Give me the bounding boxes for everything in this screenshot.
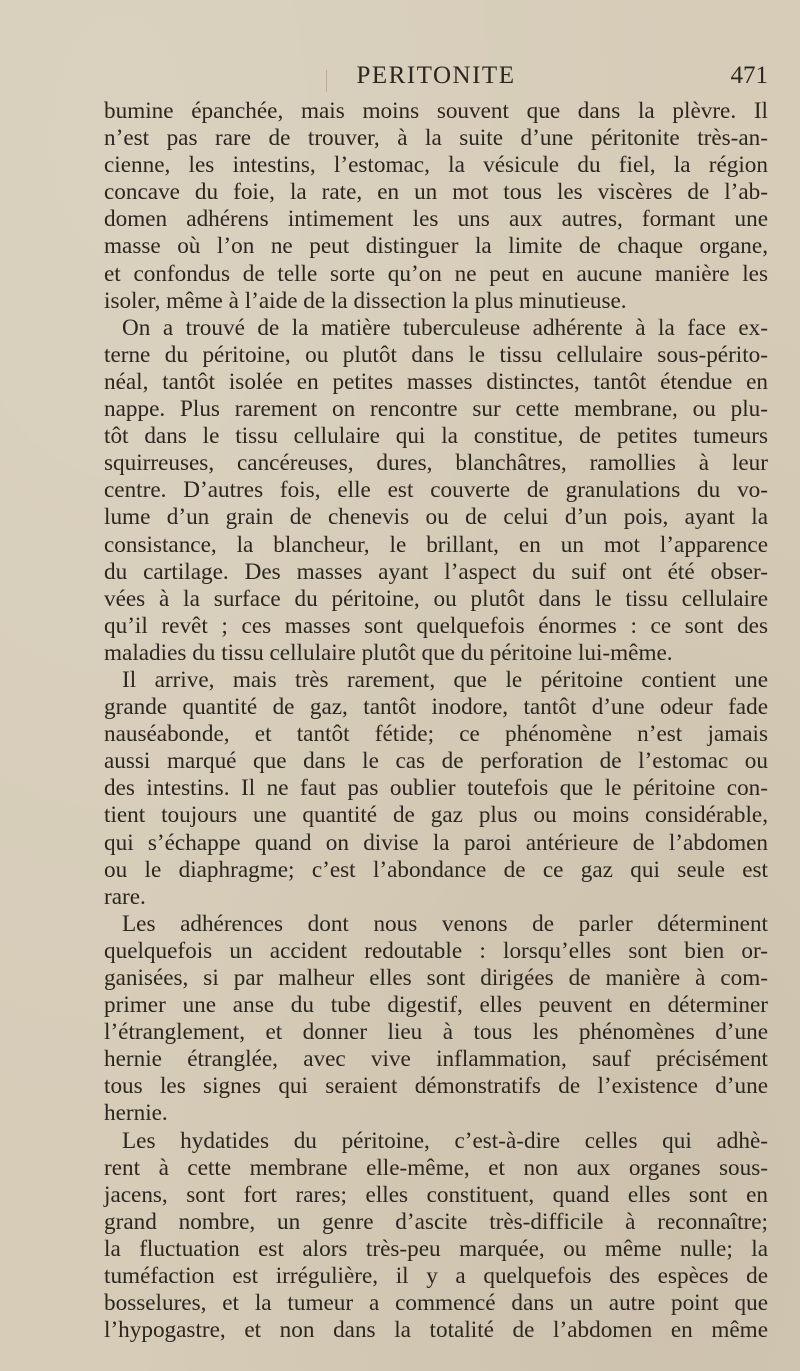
paragraph bbox=[104, 911, 768, 1128]
text-line: bosselures, et la tumeur a commencé dans un autre point que bbox=[104, 1290, 768, 1317]
text-line: tôt dans le tissu cellulaire qui la constitue, de petites tumeurs bbox=[104, 423, 768, 450]
text-line: ganisées, si par malheur elles sont dirigées de manière à com- bbox=[104, 965, 768, 991]
text-line: rent à cette membrane elle-même, et non aux organes sous- bbox=[104, 1154, 768, 1181]
text-line: consistance, la blancheur, le brillant, en un mot l’apparence bbox=[104, 531, 768, 558]
text-line: grande quantité de gaz, tantôt inodore, tantôt d’une odeur fade bbox=[104, 694, 768, 721]
text-line: hernie étranglée, avec vive inflammation, sauf précisément bbox=[104, 1046, 768, 1073]
text-line: qu’il revêt ; ces masses sont quelquefois énormes : ce sont des bbox=[104, 612, 768, 639]
text-line: des intestins. Il ne faut pas oublier toutefois que le péritoine con- bbox=[104, 775, 768, 802]
text-line: centre. D’autres fois, elle est couverte de granulations du vo- bbox=[104, 477, 768, 504]
text-line: n’est pas rare de trouver, à la suite d’une péritonite très-an- bbox=[104, 125, 768, 152]
text-line: du cartilage. Des masses ayant l’aspect du suif ont été obser- bbox=[104, 558, 768, 585]
text-line: rare. bbox=[104, 883, 146, 910]
text-line: concave du foie, la rate, en un mot tous les viscères de l’ab- bbox=[104, 179, 768, 206]
text-line: grand nombre, un genre d’ascite très-difficile à reconnaître; bbox=[104, 1208, 768, 1235]
text-line: bumine épanchée, mais moins souvent que dans la plèvre. Il bbox=[104, 98, 768, 124]
text-line: et confondus de telle sorte qu’on ne peut en aucune manière les bbox=[104, 260, 768, 287]
text-line: qui s’échappe quand on divise la paroi antérieure de l’abdomen bbox=[104, 829, 768, 856]
text-line: l’étranglement, et donner lieu à tous les phénomènes d’une bbox=[104, 1019, 768, 1046]
text-line: nauséabonde, et tantôt fétide; ce phénomène n’est jamais bbox=[104, 721, 768, 748]
text-line: squirreuses, cancéreuses, dures, blanchâtres, ramollies à leur bbox=[104, 450, 768, 477]
text-line: la fluctuation est alors très-peu marquée, ou même nulle; la bbox=[104, 1235, 768, 1262]
text-line: néal, tantôt isolée en petites masses distinctes, tantôt étendue en bbox=[104, 368, 768, 395]
text-line: masse où l’on ne peut distinguer la limite de chaque organe, bbox=[104, 233, 768, 260]
text-line: tuméfaction est irrégulière, il y a quelquefois des espèces de bbox=[104, 1263, 768, 1290]
text-line: nappe. Plus rarement on rencontre sur cette membrane, ou plu- bbox=[104, 396, 768, 423]
paragraph bbox=[104, 315, 768, 667]
text-line: Les hydatides du péritoine, c’est-à-dire celles qui adhè- bbox=[122, 1127, 768, 1154]
text-line: Il arrive, mais très rarement, que le péritoine contient une bbox=[122, 666, 768, 693]
text-line: terne du péritoine, ou plutôt dans le tissu cellulaire sous-périto- bbox=[104, 341, 768, 368]
text-line: tous les signes qui seraient démonstratifs de l’existence d’une bbox=[104, 1073, 768, 1100]
page-number: 471 bbox=[730, 62, 768, 89]
text-line: lume d’un grain de chenevis ou de celui d’un pois, ayant la bbox=[104, 504, 768, 531]
paragraph bbox=[104, 1128, 768, 1345]
text-line: Les adhérences dont nous venons de parler déterminent bbox=[122, 910, 768, 937]
text-line: ou le diaphragme; c’est l’abondance de ce gaz qui seule est bbox=[104, 856, 768, 883]
text-line: hernie. bbox=[104, 1100, 168, 1127]
text-line: primer une anse du tube digestif, elles peuvent en déterminer bbox=[104, 992, 768, 1019]
page-header bbox=[104, 62, 768, 96]
text-line: isoler, même à l’aide de la dissection la plus minutieuse. bbox=[104, 287, 627, 314]
body-text bbox=[104, 98, 768, 1344]
text-line: jacens, sont fort rares; elles constituent, quand elles sont en bbox=[104, 1181, 768, 1208]
text-line: quelquefois un accident redoutable : lorsqu’elles sont bien or- bbox=[104, 937, 768, 964]
text-line: l’hypogastre, et non dans la totalité de l’abdomen en même bbox=[104, 1317, 768, 1344]
text-line: aussi marqué que dans le cas de perforation de l’estomac ou bbox=[104, 748, 768, 775]
text-line: domen adhérens intimement les uns aux autres, formant une bbox=[104, 206, 768, 233]
text-line: tient toujours une quantité de gaz plus ou moins considérable, bbox=[104, 802, 768, 829]
paragraph bbox=[104, 98, 768, 315]
running-title: PERITONITE bbox=[356, 62, 516, 89]
text-line: On a trouvé de la matière tuberculeuse adhérente à la face ex- bbox=[122, 314, 768, 341]
text-line: maladies du tissu cellulaire plutôt que du péritoine lui-même. bbox=[104, 639, 673, 666]
text-line: vées à la surface du péritoine, ou plutôt dans le tissu cellulaire bbox=[104, 585, 768, 612]
paragraph bbox=[104, 667, 768, 911]
text-line: cienne, les intestins, l’estomac, la vésicule du fiel, la région bbox=[104, 152, 768, 179]
